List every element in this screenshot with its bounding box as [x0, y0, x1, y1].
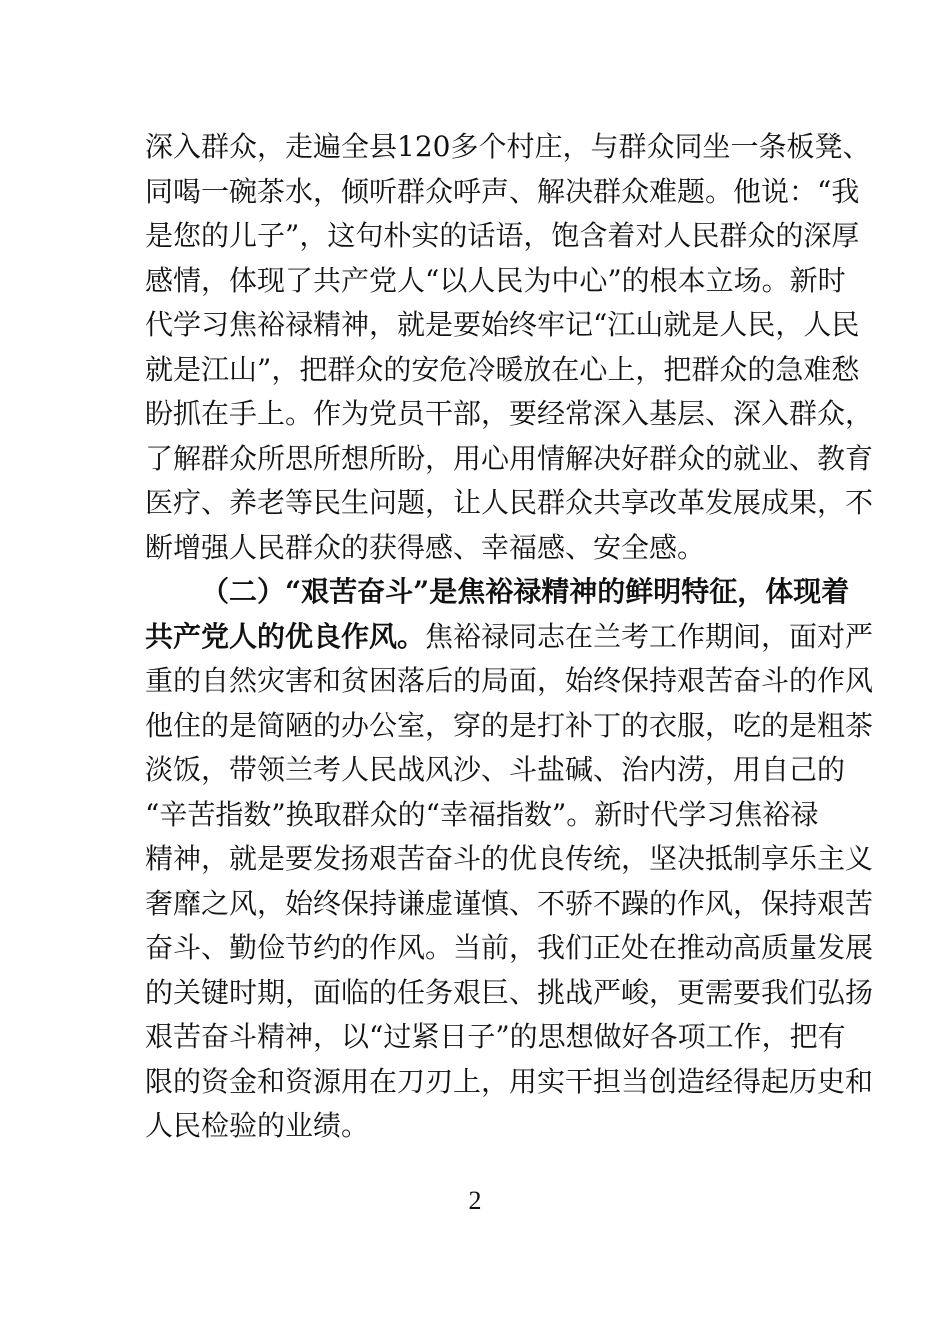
section-heading: （二）“艰苦奋斗”是焦裕禄精神的鲜明特征，体现着 — [201, 575, 850, 608]
paragraph2-line: 他住的是简陋的办公室，穿的是打补丁的衣服，吃的是粗茶 — [145, 708, 874, 742]
paragraph2-line: 限的资金和资源用在刀刃上，用实干担当创造经得起历史和 — [145, 1064, 874, 1098]
paragraph1-line: 同喝一碗茶水，倾听群众呼声、解决群众难题。他说：“我 — [145, 174, 860, 208]
body-text — [145, 125, 874, 1149]
paragraph1-line: 是您的儿子”，这句朴实的话语，饱含着对人民群众的深厚 — [145, 219, 860, 252]
paragraph2-line: 奋斗、勤俭节约的作风。当前，我们正处在推动高质量发展 — [145, 931, 874, 964]
paragraph2-line — [145, 615, 874, 660]
paragraph1-line: 断增强人民群众的获得感、幸福感、安全感。 — [145, 530, 706, 564]
paragraph1-line: 就是江山”，把群众的安危冷暖放在心上，把群众的急难愁 — [145, 352, 860, 386]
paragraph2-line: “辛苦指数”换取群众的“幸福指数”。新时代学习焦裕禄 — [145, 797, 819, 831]
paragraph2-line: 的关键时期，面临的任务艰巨、挑战严峻，更需要我们弘扬 — [145, 975, 874, 1009]
paragraph2-line: 重的自然灾害和贫困落后的局面，始终保持艰苦奋斗的作风 — [145, 664, 874, 697]
section-heading-continued: 共产党人的优良作风。 — [145, 619, 426, 653]
paragraph2-line: 奢靡之风，始终保持谦虚谨慎、不骄不躁的作风，保持艰苦 — [145, 886, 874, 920]
paragraph2-line: 淡饭，带领兰考人民战风沙、斗盐碱、治内涝，用自己的 — [145, 753, 846, 786]
paragraph1-line: 感情，体现了共产党人“以人民为中心”的根本立场。新时 — [145, 263, 846, 297]
paragraph1-line: 代学习焦裕禄精神，就是要始终牢记“江山就是人民，人民 — [145, 308, 860, 341]
paragraph2-line: 人民检验的业绩。 — [145, 1109, 370, 1142]
paragraph1-line: 医疗、养老等民生问题，让人民群众共享改革发展成果，不 — [145, 486, 874, 519]
paragraph1-line: 盼抓在手上。作为党员干部，要经常深入基层、深入群众， — [145, 397, 874, 430]
paragraph1-line: 深入群众，走遍全县120多个村庄，与群众同坐一条板凳、 — [145, 130, 871, 163]
paragraph2-line: 精神，就是要发扬艰苦奋斗的优良传统，坚决抵制享乐主义 — [145, 842, 874, 875]
page-number: 2 — [468, 1186, 482, 1215]
paragraph1-line: 了解群众所思所想所盼，用心用情解决好群众的就业、教育 — [145, 441, 874, 475]
paragraph2-line: 艰苦奋斗精神，以“过紧日子”的思想做好各项工作，把有 — [145, 1020, 846, 1053]
paragraph2-text: 焦裕禄同志在兰考工作期间，面对严 — [425, 619, 874, 653]
